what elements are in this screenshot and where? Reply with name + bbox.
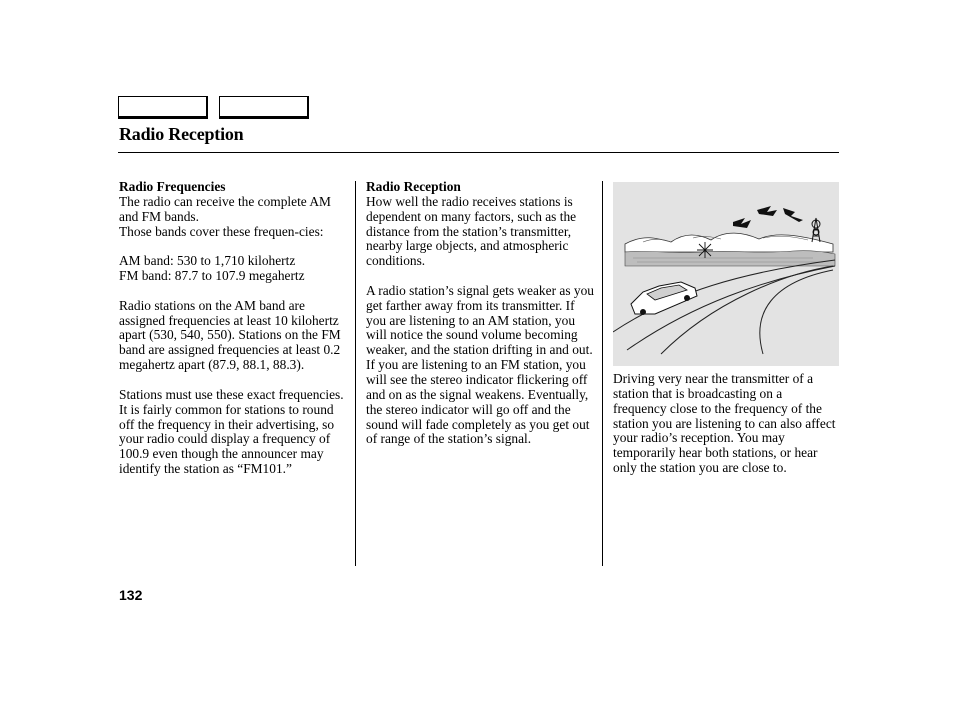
column-interference — [613, 372, 839, 476]
page-title: Radio Reception — [119, 124, 244, 144]
column-radio-reception — [366, 180, 598, 447]
paragraph: Radio stations on the AM band are assigned frequencies at least 10 kilohertz apart (530, 540, 550). Stations on the FM band are assigned frequencies at least 0.2 megahertz apart (87.9, 88.1, 88.3). — [119, 297, 341, 373]
interference-spark-icon — [697, 242, 713, 258]
paragraph: The radio can receive the complete AM and FM bands. — [119, 193, 331, 224]
column-divider — [355, 181, 356, 566]
paragraph: Driving very near the transmitter of a station that is broadcasting on a frequency close to the frequency of the station you are listening to can also affect your radio’s reception. You may temporarily hear both stations, or hear only the station you are close to. — [613, 371, 836, 476]
paragraph: Stations must use these exact frequencies. It is fairly common for stations to round off the frequency in their advertising, so your radio could display a frequency of 100.9 even though the announcer may identify the station as “FM101.” — [119, 386, 344, 477]
column-divider — [602, 181, 603, 566]
section-heading-radio-frequencies: Radio Frequencies — [119, 179, 226, 194]
treeline-icon — [625, 251, 835, 266]
paragraph: AM band: 530 to 1,710 kilohertz — [119, 253, 296, 269]
radio-reception-illustration — [613, 182, 839, 366]
title-divider — [118, 152, 839, 153]
paragraph: Those bands cover these frequen-cies: — [119, 223, 324, 239]
paragraph: How well the radio receives stations is dependent on many factors, such as the distance from the station’s transmitter, nearby large objects, and atmospheric conditions. — [366, 193, 577, 269]
page-number: 132 — [119, 587, 143, 603]
paragraph: FM band: 87.7 to 107.9 megahertz — [119, 268, 305, 284]
section-heading-radio-reception: Radio Reception — [366, 179, 461, 194]
paragraph: A radio station’s signal gets weaker as you get farther away from its transmitter. If you are listening to an AM station, you will notice the sound volume becoming weaker, and the station drifting in and out. If you are listening to an FM station, you will see the stereo indicator flickering off and on as the signal weakens. Eventually, the stereo indicator will go off and the sound will fade completely as you get out of range of the station’s signal. — [366, 282, 594, 447]
nav-button-table-of-contents[interactable] — [219, 96, 309, 119]
nav-button-main-menu[interactable] — [118, 96, 208, 119]
column-radio-frequencies — [119, 180, 351, 477]
